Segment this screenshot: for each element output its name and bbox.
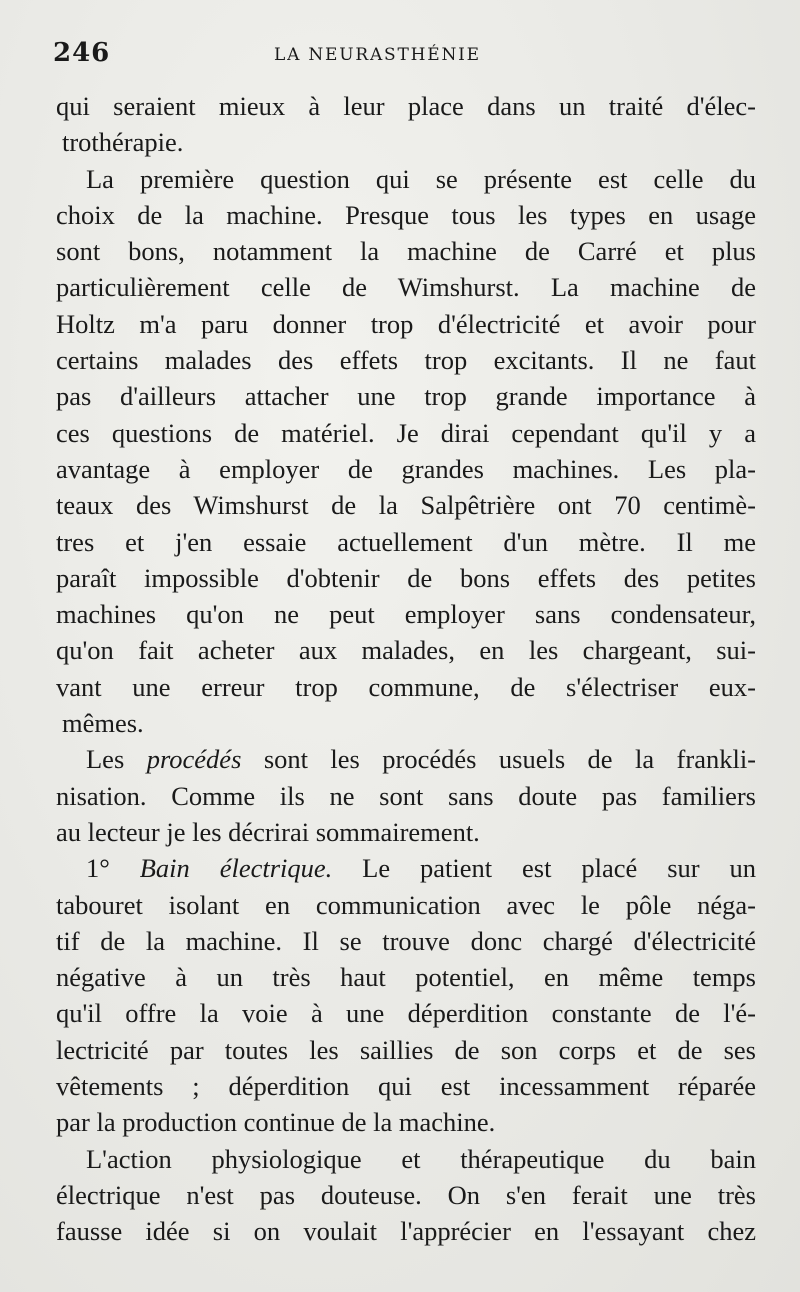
text-line: électrique n'est pas douteuse. On s'en ferait une très [56,1179,756,1210]
text-line: Holtz m'a paru donner trop d'électricité et avoir pour [56,308,756,339]
running-head-title: LA NEURASTHÉNIE [274,45,481,65]
text-line: certains malades des effets trop excitants. Il ne faut [56,345,756,376]
text-line: tres et j'en essaie actuellement d'un mètre. Il me [56,526,756,557]
text-line: L'action physiologique et thérapeutique du bain [86,1143,756,1174]
text-line: avantage à employer de grandes machines. Les pla- [56,453,756,484]
text-line: qu'il offre la voie à une déperdition constante de l'é- [56,998,756,1029]
text-line: négative à un très haut potentiel, en même temps [56,962,756,993]
section-number: 1° [86,853,140,884]
text-line: ces questions de matériel. Je dirai cependant qu'il y a [56,417,756,448]
text-line: vêtements ; déperdition qui est incessamment réparée [56,1071,756,1102]
text-line: fausse idée si on voulait l'apprécier en l'essayant chez [56,1216,756,1247]
text-run: sont les procédés usuels de la frankli- [241,744,757,775]
text-run: Les [86,744,147,775]
text-line: sont bons, notamment la machine de Carré et plus [56,236,756,267]
text-run: Le patient est placé sur un [332,853,756,884]
text-line: pas d'ailleurs attacher une trop grande importance à [56,381,756,412]
text-line: par la production continue de la machine. [56,1107,496,1138]
text-line-with-italic [56,850,756,886]
text-line: lectricité par toutes les saillies de son corps et de ses [56,1034,756,1065]
text-line: La première question qui se présente est celle du [86,163,756,194]
text-line-with-italic [56,741,756,777]
section-heading: Bain électrique. [139,853,333,884]
running-head [50,38,770,78]
text-line: particulièrement celle de Wimshurst. La machine de [56,272,756,303]
text-line: mêmes. [62,708,144,739]
text-line: teaux des Wimshurst de la Salpêtrière ont 70 centimè- [56,490,756,521]
text-line: qu'on fait acheter aux malades, en les chargeant, sui- [56,635,756,666]
text-line: tabouret isolant en communication avec le pôle néga- [56,889,756,920]
text-line: qui seraient mieux à leur place dans un traité d'élec- [56,91,756,121]
text-line: tif de la machine. Il se trouve donc chargé d'électricité [56,925,756,956]
text-line: paraît impossible d'obtenir de bons effets des petites [56,562,756,593]
text-line: machines qu'on ne peut employer sans condensateur, [56,599,756,630]
italic-term: procédés [146,744,242,775]
page-number: 246 [53,38,111,68]
text-line: vant une erreur trop commune, de s'électriser eux- [56,671,756,702]
text-line: trothérapie. [62,127,184,158]
text-line: nisation. Comme ils ne sont sans doute pas familiers [56,780,756,811]
body-text [56,88,756,1250]
text-line: au lecteur je les décrirai sommairement. [56,816,480,847]
text-line: choix de la machine. Presque tous les types en usage [56,199,756,230]
